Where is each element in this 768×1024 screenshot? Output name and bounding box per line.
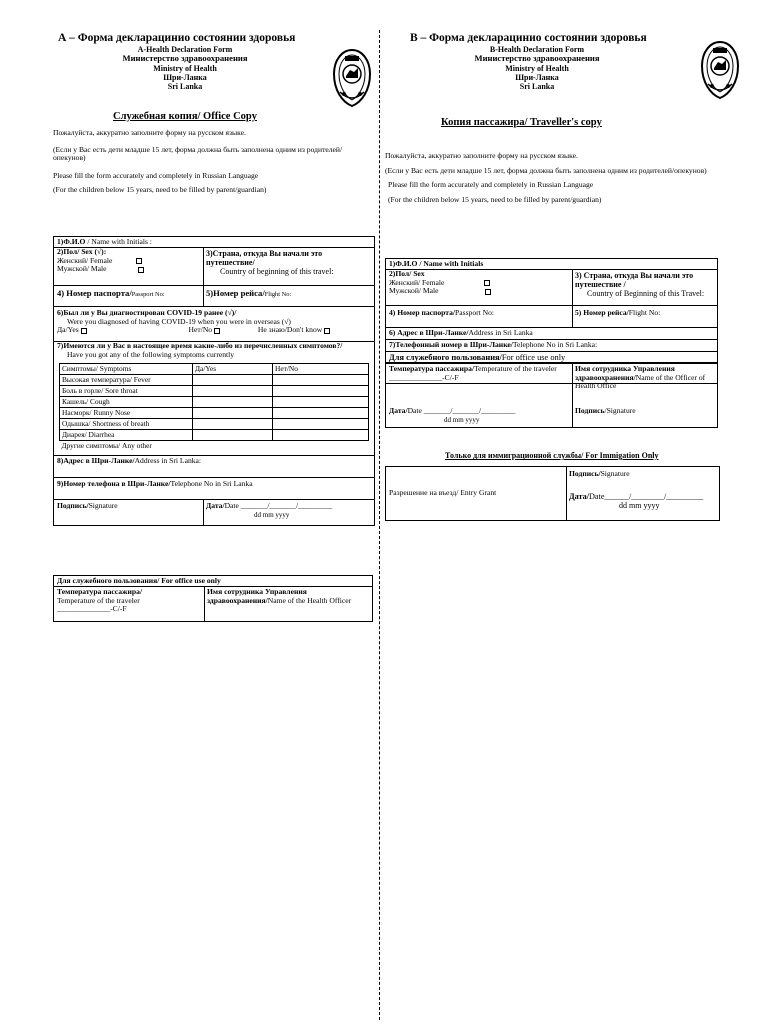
no-cell[interactable] [273, 397, 369, 408]
form-b-signature-field[interactable]: Подпись/Signature [575, 406, 636, 415]
form-a-country-en: Sri Lanka [167, 82, 203, 92]
form-a-instr-ru: Пожалуйста, аккуратно заполните форму на русском языке. [53, 128, 246, 137]
symptoms-col-header: Симптомы/ Symptoms [60, 364, 193, 375]
male-option: Мужской/ Male [57, 264, 107, 274]
emblem-icon [330, 48, 374, 108]
form-b-header [412, 45, 662, 92]
form-b-office-box [385, 362, 718, 428]
form-a-name-field[interactable]: 1)Ф.И.О / Name with Initials : [57, 237, 152, 246]
form-a-ministry-ru: Министерство здравоохранения [122, 53, 248, 64]
immig-signature-field[interactable]: Подпись/Signature [569, 469, 630, 478]
form-b-temp-field[interactable]: Температура пассажира/Temperature of the traveler ______________-C/-F [389, 364, 557, 382]
yes-col-header: Да/Yes [193, 364, 273, 375]
no-col-header: Нет/No [273, 364, 369, 375]
form-b-phone-field[interactable]: 7)Телефонный номер в Шри-Ланке/Telephone No in Sri Lanka: [389, 340, 598, 349]
form-a-office-box [53, 575, 373, 622]
form-a-address-field[interactable]: 8)Адрес в Шри-Ланке/Address in Sri Lanka: [57, 456, 202, 465]
table-row: Боль в горле/ Sore throat [60, 386, 369, 397]
no-cell[interactable] [273, 419, 369, 430]
yes-cell[interactable] [193, 386, 273, 397]
form-b-immig-title: Только для иммиграционной службы/ For Immigation Only [445, 451, 659, 460]
form-a-signature-field[interactable]: Подпись/Signature [57, 501, 118, 510]
yes-cell[interactable] [193, 430, 273, 441]
form-a-date-field[interactable]: Дата/Date _______/_______/_________ dd mm yyyy [206, 501, 333, 519]
covid-dontknow-checkbox[interactable] [324, 328, 330, 334]
female-checkbox[interactable] [484, 280, 490, 286]
form-a-instructions [53, 129, 373, 195]
form-a-sex-field: 2)Пол/ Sex (√): Женский/ Female Мужской/ Male [57, 248, 144, 274]
male-checkbox[interactable] [485, 289, 491, 295]
female-option: Женский/ Female [57, 255, 113, 265]
table-row: Одышка/ Shortness of breath [60, 419, 369, 430]
form-b-title: В – Форма декларацинио состоянии здоровья [410, 32, 647, 44]
yes-cell[interactable] [193, 397, 273, 408]
female-checkbox[interactable] [136, 258, 142, 264]
no-cell[interactable] [273, 375, 369, 386]
form-b-passport-field[interactable]: 4) Номер паспорта/Passport No: [389, 308, 495, 317]
form-b-children-ru: (Если у Вас есть дети младше 15 лет, форма должна быть заполнена одним из родителей/опекунов) [385, 165, 707, 175]
yes-cell[interactable] [193, 419, 273, 430]
form-b-instr-ru: Пожалуйста, аккуратно заполните форму на русском языке. [385, 151, 578, 160]
form-a-phone-field[interactable]: 9)Номер телефона в Шри-Ланке/Telephone No in Sri Lanka [57, 479, 253, 488]
male-checkbox[interactable] [138, 267, 144, 273]
form-b-instr-en: Please fill the form accurately and completely in Russian Language [388, 180, 594, 190]
form-b-office-title: Для служебного пользования/For office use only [389, 353, 566, 362]
table-row: Диарея/ Diarrhea [60, 430, 369, 441]
form-a-officer-field[interactable]: Имя сотрудника Управления здравоохранения/Name of the Health Officer [207, 587, 352, 605]
form-b-country-ru: Шри-Ланка [515, 73, 559, 83]
form-b-flight-field[interactable]: 5) Номер рейса/Flight No: [575, 308, 661, 317]
form-a-flight-field[interactable]: 5)Номер рейса/Flight No: [206, 288, 292, 298]
form-b-instructions [385, 152, 725, 205]
covid-yes-checkbox[interactable] [81, 328, 87, 334]
form-b-name-field[interactable]: 1)Ф.И.О / Name with Initials [389, 259, 484, 268]
form-a-copy-title: Служебная копия/ Office Copy [113, 111, 258, 122]
no-cell[interactable] [273, 408, 369, 419]
table-row [60, 441, 369, 452]
form-a-instr-en: Please fill the form accurately and completely in Russian Language [53, 171, 259, 181]
form-b-date-field[interactable]: Дата/Date _______/_______/_________ dd mm yyyy [389, 406, 516, 424]
form-a-temp-field[interactable]: Температура пассажира/ Temperature of the traveler ______________-C/-F [57, 587, 143, 614]
no-cell[interactable] [273, 430, 369, 441]
form-a-subtitle: A-Health Declaration Form [137, 45, 233, 54]
symptoms-table [59, 363, 369, 451]
form-a-children-ru: (Если у Вас есть дети младше 15 лет, форма должна быть заполнена одним из родителей/опекунов) [53, 144, 343, 163]
form-b-children-en: (For the children below 15 years, need to be filled by parent/guardian) [388, 195, 602, 205]
form-a-ministry-en: Ministry of Health [153, 64, 217, 74]
form-a-header [60, 45, 310, 92]
form-a-passport-field[interactable]: 4) Номер паспорта/Passport No: [57, 288, 165, 298]
yes-cell[interactable] [193, 408, 273, 419]
form-b-officer-field[interactable]: Имя сотрудника Управления здравоохранения/Name of the Officer of Health Office [575, 364, 706, 391]
table-row: Кашель/ Cough [60, 397, 369, 408]
form-a-country-field[interactable]: 3)Страна, откуда Вы начали это путешествие/ Country of beginning of this travel: [206, 249, 334, 277]
form-a-symptoms-question: 7)Имеются ли у Вас в настоящее время какие-либо из перечисленных симптомов?/ Have you got any of the following symptoms currently [57, 341, 343, 359]
form-b-ministry-en: Ministry of Health [505, 64, 569, 74]
table-row: Высокая температура/ Fever [60, 375, 369, 386]
form-b-subtitle: B-Health Declaration Form [489, 45, 585, 54]
form-b-copy-title: Копия пассажира/ Traveller's copy [441, 117, 602, 128]
immig-date-field[interactable]: Дата/Date______/________/_________ dd mm yyyy [569, 492, 704, 511]
form-a-country-ru: Шри-Ланка [163, 73, 207, 83]
covid-no-checkbox[interactable] [214, 328, 220, 334]
form-b-country-en: Sri Lanka [519, 82, 555, 92]
symptoms-header-row [60, 364, 369, 375]
page-divider [379, 30, 380, 1020]
entry-grant-field[interactable]: Разрешение на въезд/ Entry Grant [389, 488, 497, 497]
form-a-title: А – Форма декларацинио состоянии здоровья [58, 32, 296, 44]
form-b-country-field[interactable]: 3) Страна, откуда Вы начали это путешествие / Country of Beginning of this Travel: [575, 271, 705, 299]
other-symptoms[interactable]: Другие симптомы/ Any other [60, 441, 369, 452]
form-b-ministry-ru: Министерство здравоохранения [474, 53, 600, 64]
no-cell[interactable] [273, 386, 369, 397]
yes-cell[interactable] [193, 375, 273, 386]
form-a-children-en: (For the children below 15 years, need to be filled by parent/guardian) [53, 184, 267, 194]
table-row: Насморк/ Runny Nose [60, 408, 369, 419]
form-b-immig-box [385, 466, 720, 521]
form-b-address-field[interactable]: 6) Адрес в Шри-Ланке/Address in Sri Lanka [389, 328, 533, 337]
emblem-icon [698, 40, 742, 100]
form-b-sex-field: 2)Пол/ Sex Женский/ Female Мужской/ Male [389, 270, 491, 296]
form-a-covid-question: 6)Был ли у Вы диагностирован COVID-19 ранее (√)/ Were you diagnosed of having COVID-19 when you were in overseas (√) Да/Yes Нет/No Не знаю/Don't know [57, 309, 330, 335]
form-a-office-title: Для служебного пользования/ For office use only [57, 576, 221, 585]
